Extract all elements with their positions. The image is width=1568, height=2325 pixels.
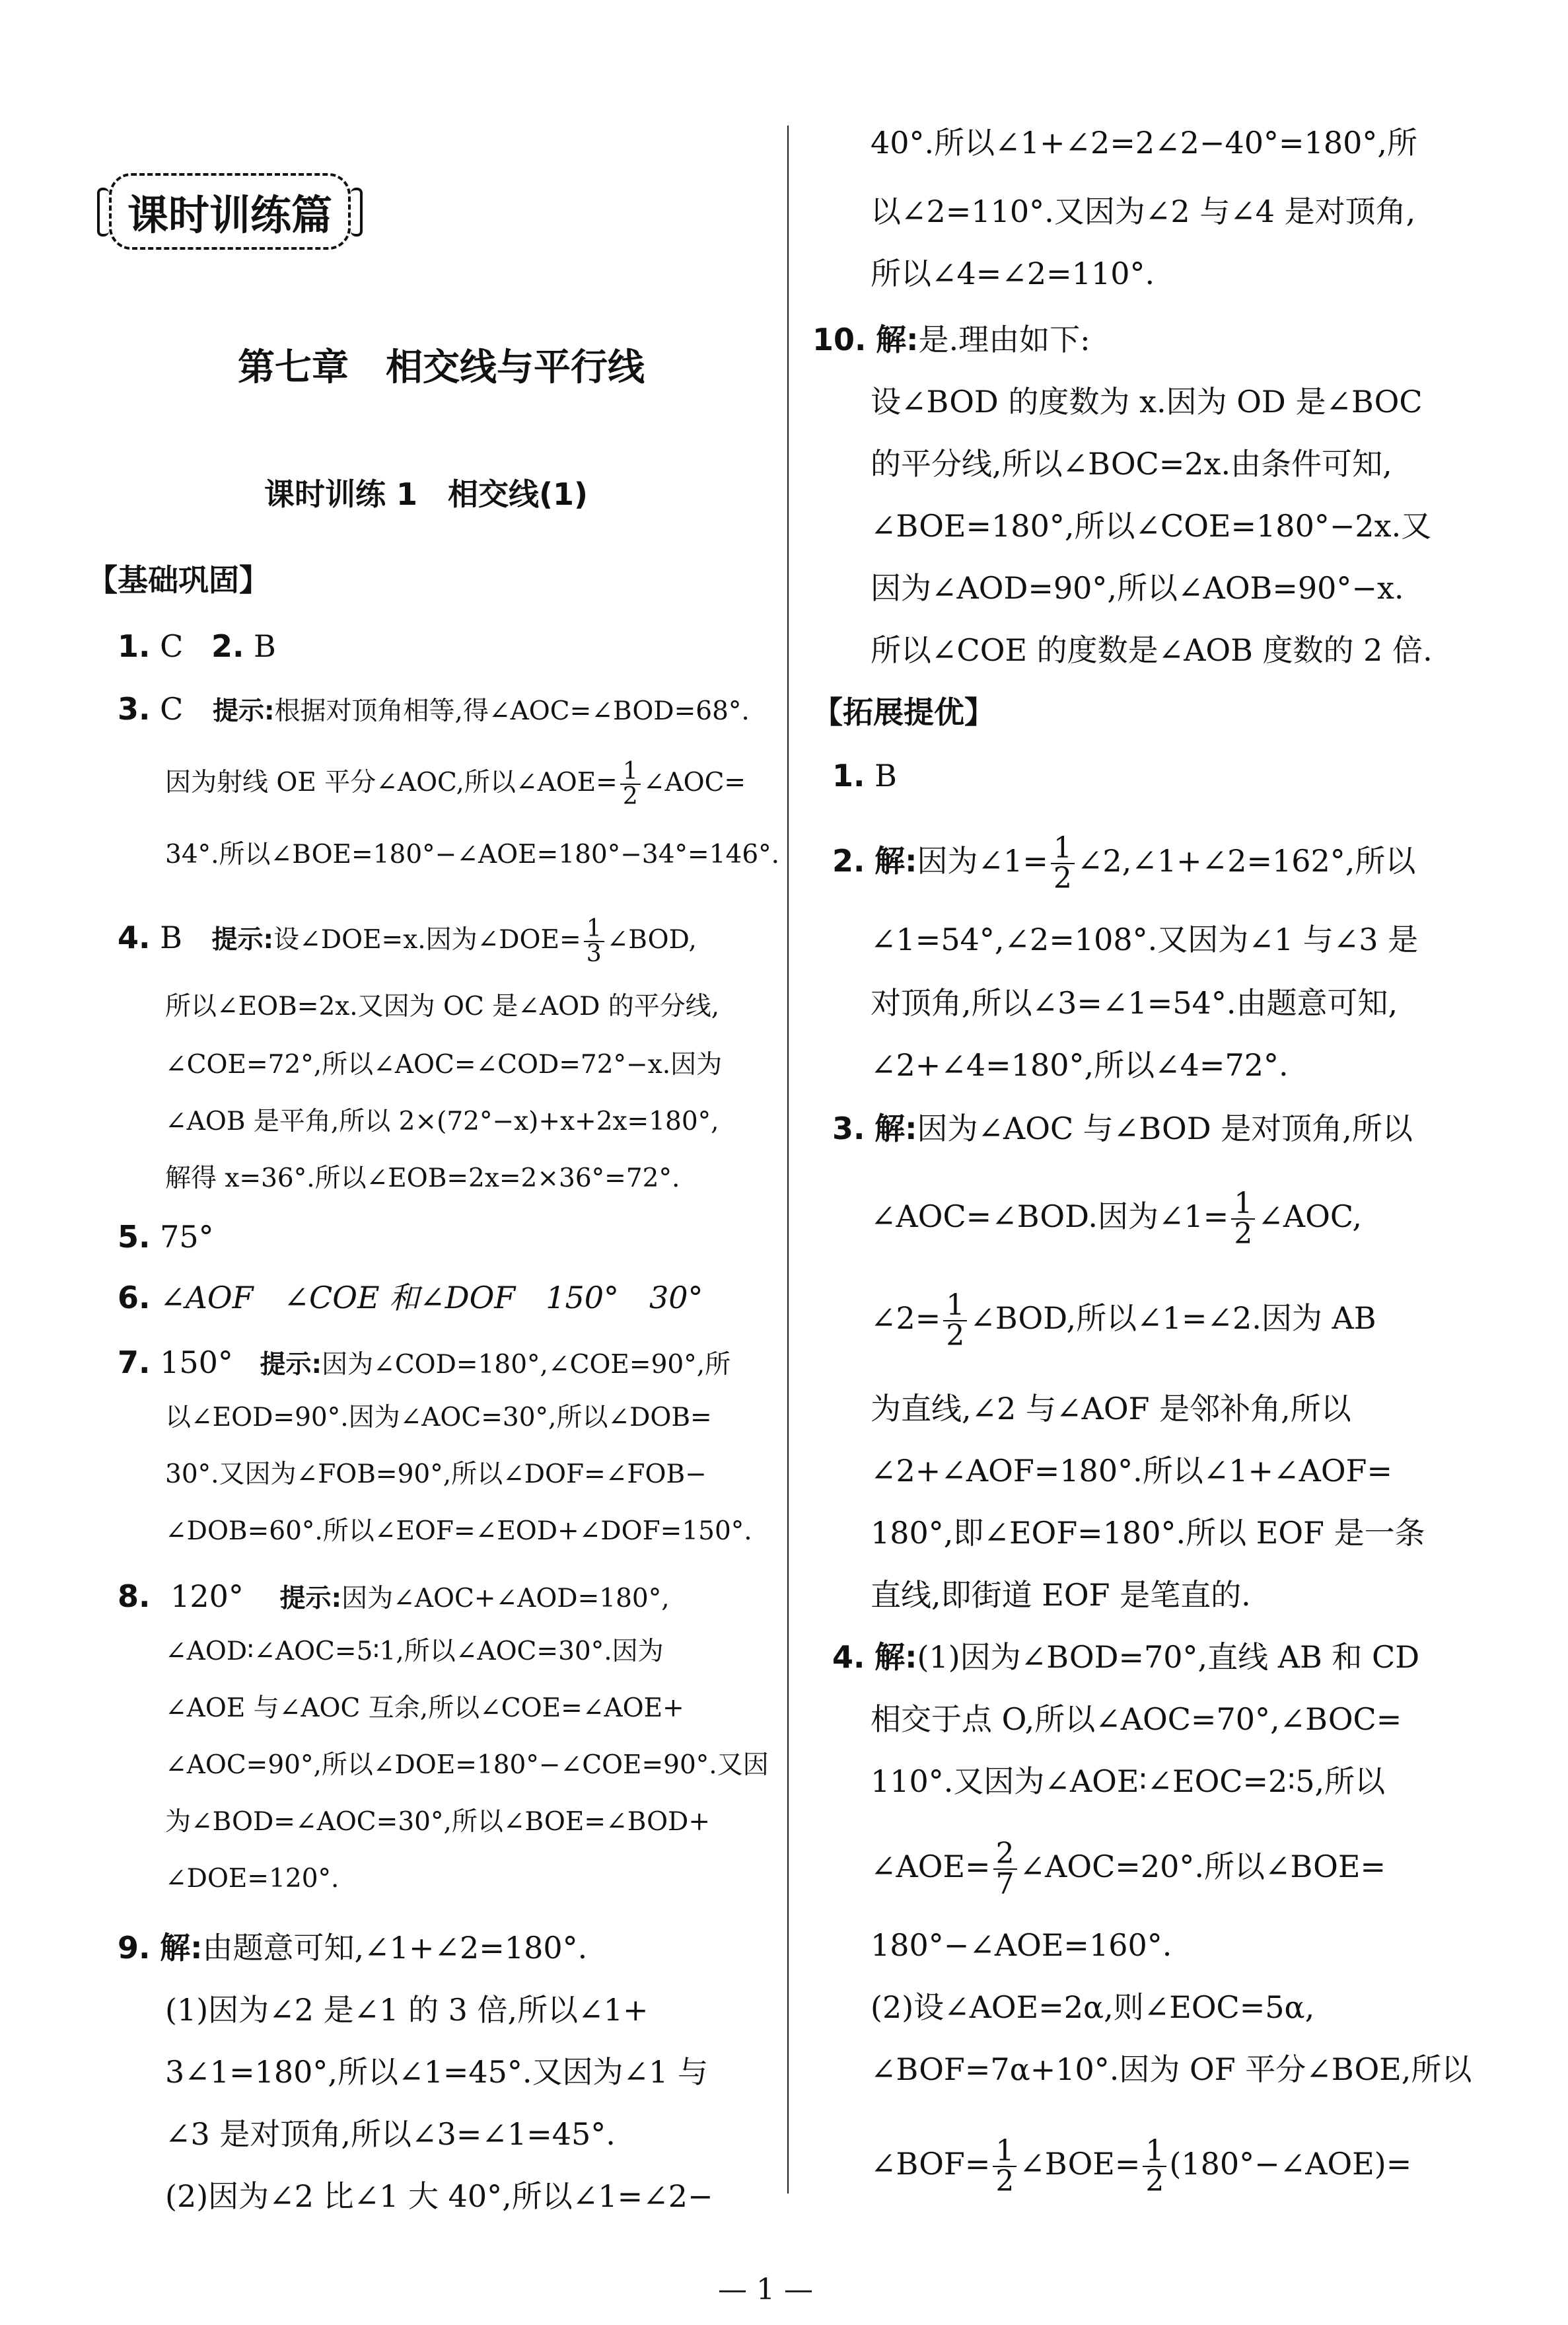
q5-answer: 5. 75°: [118, 1219, 214, 1255]
q8-hint-line: ∠AOC=90°,所以∠DOE=180°−∠COE=90°.又因: [165, 1750, 769, 1780]
q7-hint-line: 30°.又因为∠FOB=90°,所以∠DOF=∠FOB−: [165, 1459, 707, 1489]
e3-line: 为直线,∠2 与∠AOF 是邻补角,所以: [871, 1391, 1351, 1426]
fraction-two-sevenths: $\frac{2}{7}$: [993, 1839, 1017, 1899]
q8-hint-line: ∠AOD∶∠AOC=5∶1,所以∠AOC=30°.因为: [165, 1637, 664, 1666]
q10-line: 所以∠COE 的度数是∠AOB 度数的 2 倍.: [871, 632, 1433, 668]
e3-line: ∠AOC=∠BOD.因为∠1= $\frac{1}{2}$ ∠AOC,: [871, 1187, 1362, 1251]
e4-line: 110°.又因为∠AOE∶∠EOC=2∶5,所以: [871, 1763, 1386, 1799]
section-heading-basic: 【基础巩固】: [87, 562, 269, 598]
e2-answer: 2. 解:因为∠1= $\frac{1}{2}$ ∠2,∠1+∠2=162°,所以: [832, 831, 1416, 895]
q6-answer: 6. ∠AOF ∠COE 和∠DOF 150° 30°: [118, 1280, 703, 1315]
page-number: — 1 —: [718, 2273, 813, 2307]
q8-hint-line: ∠DOE=120°.: [165, 1864, 339, 1894]
q9-line: (1)因为∠2 是∠1 的 3 倍,所以∠1+: [165, 1992, 649, 2028]
q3-hint-line: 34°.所以∠BOE=180°−∠AOE=180°−34°=146°.: [165, 840, 780, 869]
e3-line: ∠2= $\frac{1}{2}$ ∠BOD,所以∠1=∠2.因为 AB: [871, 1288, 1376, 1352]
q9-line: (2)因为∠2 比∠1 大 40°,所以∠1=∠2−: [165, 2178, 713, 2214]
q7-hint-line: 以∠EOD=90°.因为∠AOC=30°,所以∠DOB=: [165, 1403, 712, 1432]
fraction-half: $\frac{1}{2}$: [993, 2137, 1016, 2196]
e3-answer: 3. 解:因为∠AOC 与∠BOD 是对顶角,所以: [832, 1111, 1413, 1146]
e1-answer: 1. B: [832, 758, 897, 793]
chapter-title: 第七章 相交线与平行线: [238, 346, 645, 389]
section-badge: [109, 173, 351, 250]
q9-line: ∠3 是对顶角,所以∠3=∠1=45°.: [165, 2116, 616, 2152]
e4-line: (2)设∠AOE=2α,则∠EOC=5α,: [871, 1989, 1315, 2025]
column-divider: [787, 126, 789, 2194]
q7-hint-line: ∠DOB=60°.所以∠EOF=∠EOD+∠DOF=150°.: [165, 1516, 752, 1546]
section-heading-extended: 【拓展提优】: [812, 694, 995, 730]
q4-hint-line: ∠COE=72°,所以∠AOC=∠COD=72°−x.因为: [165, 1050, 723, 1080]
e4-line: ∠BOF=7α+10°.因为 OF 平分∠BOE,所以: [871, 2051, 1472, 2087]
q10-line: 因为∠AOD=90°,所以∠AOB=90°−x.: [871, 570, 1404, 606]
fraction-half: $\frac{1}{2}$: [1231, 1189, 1255, 1249]
q9-line: 3∠1=180°,所以∠1=45°.又因为∠1 与: [165, 2054, 708, 2090]
q10-answer: 10. 解:是.理由如下:: [812, 322, 1090, 357]
fraction-half: $\frac{1}{2}$: [943, 1291, 967, 1350]
q4-hint-line: ∠AOB 是平角,所以 2×(72°−x)+x+2x=180°,: [165, 1107, 719, 1136]
e2-line: ∠1=54°,∠2=108°.又因为∠1 与∠3 是: [871, 922, 1419, 957]
e4-line: 180°−∠AOE=160°.: [871, 1927, 1172, 1963]
fraction-half: $\frac{1}{2}$: [1143, 2137, 1166, 2196]
q4-answer: 4. B 提示:设∠DOE=x.因为∠DOE= $\frac{1}{3}$ ∠BOD,: [118, 915, 697, 967]
q3-answer: 3. C 提示:根据对顶角相等,得∠AOC=∠BOD=68°.: [118, 691, 750, 727]
q10-line: ∠BOE=180°,所以∠COE=180°−2x.又: [871, 508, 1432, 544]
q8-hint-line: 为∠BOD=∠AOC=30°,所以∠BOE=∠BOD+: [165, 1807, 710, 1837]
q3-hint-line: 因为射线 OE 平分∠AOC,所以∠AOE= $\frac{1}{2}$ ∠AOC=: [165, 758, 746, 810]
q9-continued-line: 所以∠4=∠2=110°.: [871, 256, 1155, 291]
e3-line: 180°,即∠EOF=180°.所以 EOF 是一条: [871, 1515, 1425, 1551]
q8-answer: 8. 120° 提示:因为∠AOC+∠AOD=180°,: [118, 1578, 670, 1614]
q10-line: 的平分线,所以∠BOC=2x.由条件可知,: [871, 446, 1392, 482]
lesson-title: 课时训练 1 相交线(1): [264, 476, 588, 512]
e3-line: 直线,即街道 EOF 是笔直的.: [871, 1577, 1251, 1613]
q7-answer: 7. 150° 提示:因为∠COD=180°,∠COE=90°,所: [118, 1345, 731, 1380]
q9-continued-line: 以∠2=110°.又因为∠2 与∠4 是对顶角,: [871, 194, 1416, 229]
badge-text: 课时训练篇: [127, 190, 332, 239]
e4-line: 相交于点 O,所以∠AOC=70°,∠BOC=: [871, 1701, 1402, 1737]
q10-line: 设∠BOD 的度数为 x.因为 OD 是∠BOC: [871, 384, 1423, 420]
fraction-half: $\frac{1}{2}$: [1051, 834, 1075, 893]
fraction-half: $\frac{1}{2}$: [620, 760, 641, 809]
e2-line: 对顶角,所以∠3=∠1=54°.由题意可知,: [871, 985, 1398, 1021]
e4-line: ∠BOF= $\frac{1}{2}$ ∠BOE= $\frac{1}{2}$ (180°−∠AOE)=: [871, 2134, 1412, 2198]
q1-answer: 1. C 2. B: [118, 628, 276, 664]
q4-hint-line: 所以∠EOB=2x.又因为 OC 是∠AOD 的平分线,: [165, 992, 720, 1021]
q4-hint-line: 解得 x=36°.所以∠EOB=2x=2×36°=72°.: [165, 1163, 680, 1193]
q9-continued-line: 40°.所以∠1+∠2=2∠2−40°=180°,所: [871, 125, 1417, 161]
e4-answer: 4. 解:(1)因为∠BOD=70°,直线 AB 和 CD: [832, 1639, 1420, 1675]
e4-line: ∠AOE= $\frac{2}{7}$ ∠AOC=20°.所以∠BOE=: [871, 1837, 1386, 1901]
q9-answer: 9. 解:由题意可知,∠1+∠2=180°.: [118, 1930, 588, 1966]
e3-line: ∠2+∠AOF=180°.所以∠1+∠AOF=: [871, 1453, 1392, 1489]
fraction-third: $\frac{1}{3}$: [584, 917, 604, 966]
q8-hint-line: ∠AOE 与∠AOC 互余,所以∠COE=∠AOE+: [165, 1693, 684, 1723]
e2-line: ∠2+∠4=180°,所以∠4=72°.: [871, 1047, 1289, 1083]
